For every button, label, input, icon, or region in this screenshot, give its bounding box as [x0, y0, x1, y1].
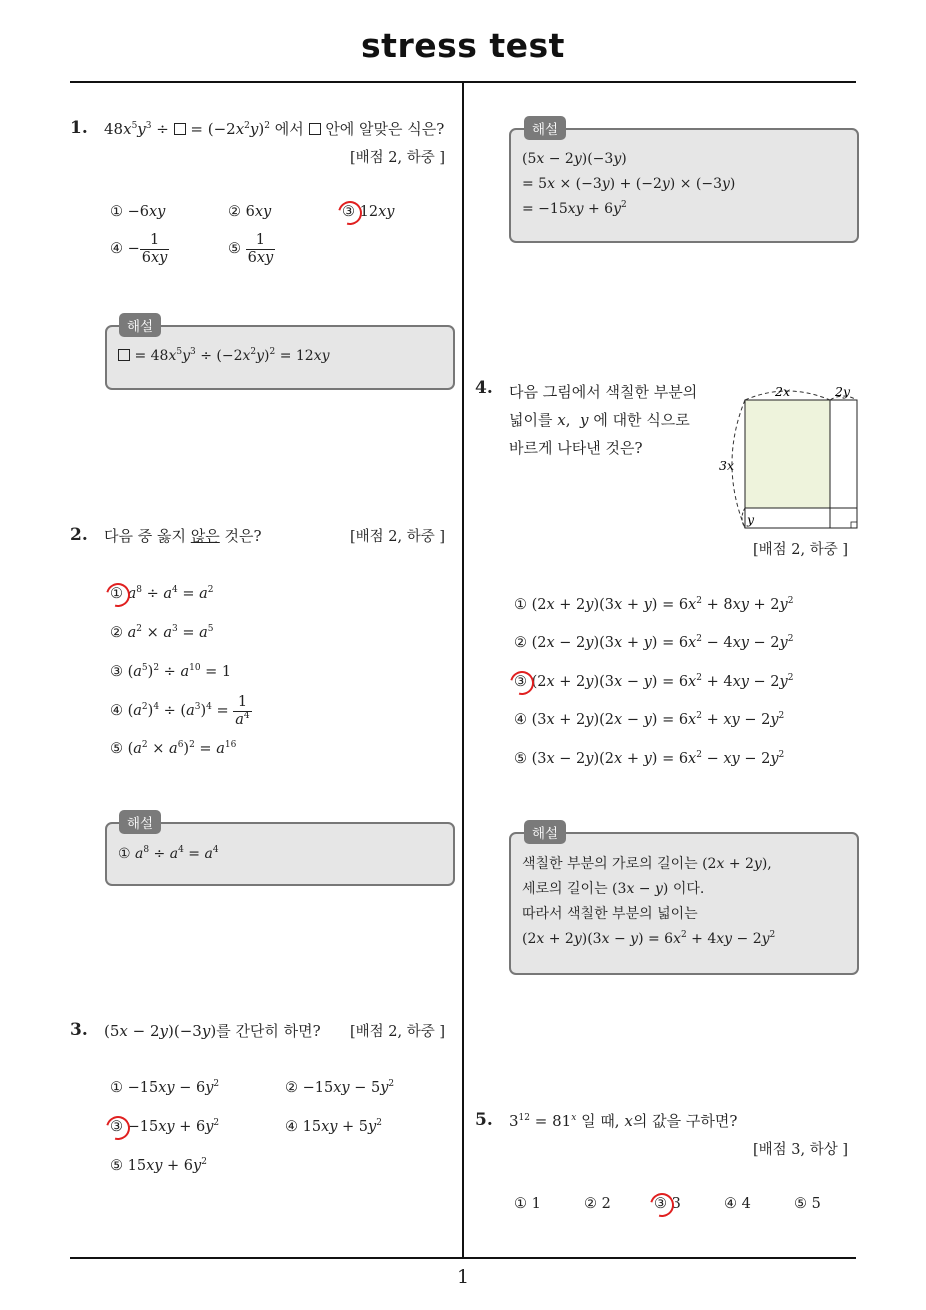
option-5[interactable]: ⑤ $(a^2 \times a^6)^2 = a^{16}$ [110, 740, 237, 757]
option-1[interactable]: ① $a^8 \div a^4 = a^2$ [110, 585, 214, 602]
question-number: 3. [70, 1020, 88, 1040]
solution-tag: 해설 [119, 313, 161, 337]
answer-mark [102, 1112, 135, 1145]
score-label: [배점 3, 하상 ] [753, 1142, 849, 1158]
option-4[interactable]: ④ − $\frac{1}{6xy}$ [110, 232, 168, 266]
area-figure [715, 380, 865, 530]
footer-rule [70, 1257, 856, 1259]
solution-text: ① $a^8 \div a^4 = a^4$ [118, 845, 219, 862]
page-number: 1 [456, 1266, 470, 1288]
option-5[interactable]: ⑤ 5 [794, 1196, 821, 1212]
page-title: stress test [361, 26, 565, 65]
score-label: [배점 2, 하중 ] [350, 1024, 446, 1040]
option-1[interactable]: ① 1 [514, 1196, 541, 1212]
option-4[interactable]: ④ $(a^2)^4 \div (a^3)^4$ = $\frac{1}{a^4}$ [110, 694, 250, 728]
label-2x: 2x [775, 384, 791, 399]
option-1[interactable]: ① −6xy [110, 204, 166, 220]
score-label: [배점 2, 하중 ] [753, 542, 849, 558]
answer-mark [334, 197, 367, 230]
option-3[interactable]: ③ $-15xy + 6y^2$ [110, 1118, 220, 1135]
question-text: $3^{12} = 81^x$ 일 때, x의 값을 구하면? [509, 1112, 738, 1130]
question-number: 5. [475, 1110, 493, 1130]
option-2[interactable]: ② $-15xy - 5y^2$ [285, 1079, 395, 1096]
solution-tag: 해설 [524, 820, 566, 844]
option-3[interactable]: ③ $(a^5)^2 \div a^{10} = 1$ [110, 663, 232, 680]
option-2[interactable]: ② 2 [584, 1196, 611, 1212]
solution-text: 색칠한 부분의 가로의 길이는 (2x + 2y), 세로의 길이는 (3x − y) 이다. 따라서 색칠한 부분의 넓이는 $(2x + 2y)(3x - y) = 6x^2 + 4xy - 2y^2$ [522, 856, 776, 947]
option-5[interactable]: ⑤ $\frac{1}{6xy}$ [228, 232, 274, 266]
solution-text: = $48x^5y^3 \div (-2x^2y)^2 = 12xy$ [118, 344, 330, 369]
label-2y: 2y [835, 384, 851, 399]
option-4[interactable]: ④ $15xy + 5y^2$ [285, 1118, 382, 1135]
column-divider [462, 83, 464, 1259]
solution-text: (5x − 2y)(−3y) = 5x × (−3y) + (−2y) × (−3y) = $-15xy + 6y^2$ [522, 151, 736, 217]
question-text: 다음 중 옳지 않은 것은? [104, 527, 262, 545]
option-2[interactable]: ② 6xy [228, 204, 272, 220]
option-4[interactable]: ④ $(3x + 2y)(2x - y) = 6x^2$ + xy − $2y^2$ [514, 711, 785, 728]
question-number: 1. [70, 118, 88, 138]
option-1[interactable]: ① $-15xy - 6y^2$ [110, 1079, 220, 1096]
option-3[interactable]: ③ 12xy [342, 204, 395, 220]
option-4[interactable]: ④ 4 [724, 1196, 751, 1212]
score-label: [배점 2, 하중 ] [350, 529, 446, 545]
option-2[interactable]: ② $a^2 \times a^3 = a^5$ [110, 624, 214, 641]
question-number: 2. [70, 525, 88, 545]
answer-mark [506, 667, 539, 700]
question-number: 4. [475, 378, 493, 398]
label-3x: 3x [719, 458, 735, 473]
question-text: (5x − 2y)(−3y)를 간단히 하면? [104, 1022, 321, 1040]
option-3[interactable]: ③ $(2x + 2y)(3x - y) = 6x^2 + 4xy - 2y^2$ [514, 673, 794, 690]
option-2[interactable]: ② $(2x - 2y)(3x + y) = 6x^2 - 4xy - 2y^2$ [514, 634, 794, 651]
question-text: $48x^5y^3$ ÷ = $(-2x^2y)^2$ 에서 안에 알맞은 식은? [104, 120, 445, 138]
answer-mark [102, 579, 135, 612]
answer-mark [646, 1189, 679, 1222]
score-label: [배점 2, 하중 ] [350, 150, 446, 166]
solution-tag: 해설 [524, 116, 566, 140]
shaded-region [745, 400, 830, 508]
label-y: y [747, 512, 755, 527]
option-3[interactable]: ③ 3 [654, 1196, 681, 1212]
solution-tag: 해설 [119, 810, 161, 834]
option-5[interactable]: ⑤ $(3x - 2y)(2x + y) = 6x^2$ − xy − $2y^2$ [514, 750, 785, 767]
option-5[interactable]: ⑤ $15xy + 6y^2$ [110, 1157, 207, 1174]
option-1[interactable]: ① $(2x + 2y)(3x + y) = 6x^2 + 8xy + 2y^2$ [514, 596, 794, 613]
question-text: 다음 그림에서 색칠한 부분의 넓이를 x, y 에 대한 식으로 바르게 나타낸 것은? [509, 383, 698, 457]
